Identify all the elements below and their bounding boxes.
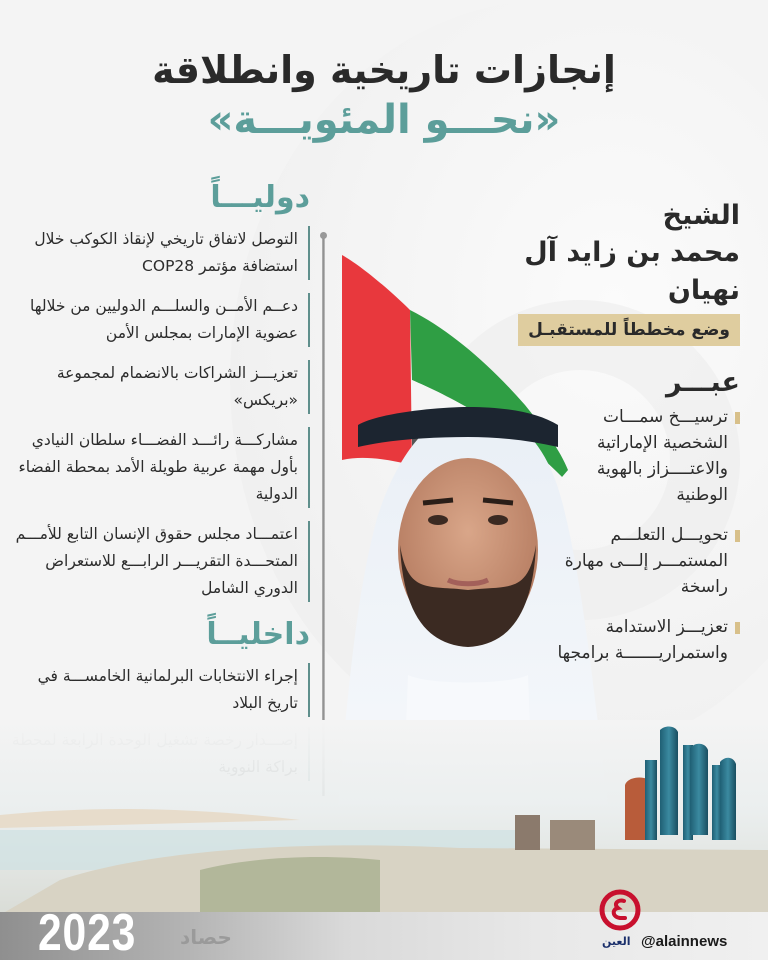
achievements-column [10, 178, 310, 791]
international-heading: دوليـــاً [210, 180, 310, 215]
international-item: التوصل لاتفاق تاريخي لإنقاذ الكوكب خلال استضافة مؤتمر COP28 [10, 226, 310, 280]
international-item: مشاركـــة رائـــد الفضـــاء سلطان النيادي بأول مهمة عربية طويلة الأمد بمحطة الفضاء الدولية [10, 427, 310, 508]
via-item [550, 614, 740, 666]
via-item-text: ترسيـــخ سمـــات الشخصية الإماراتية والاعتــــزاز بالهوية الوطنية [596, 407, 728, 505]
headline-line1: إنجازات تاريخية وانطلاقة [152, 48, 616, 92]
brand-wordmark: العين [602, 935, 631, 948]
via-item-text: تحويـــل التعلـــم المستمـــر إلـــى مهارة راسخة [564, 525, 728, 597]
via-item [550, 404, 740, 508]
international-list [10, 226, 310, 602]
headline-line2: «نحـــو المئويـــة» [207, 97, 561, 143]
flag-pole-finial [320, 232, 327, 239]
year-label: 2023 [38, 904, 137, 960]
domestic-item: إجراء الانتخابات البرلمانية الخامســـة في تاريخ البلاد [10, 663, 310, 717]
headline [0, 46, 768, 146]
alain-logo-icon[interactable] [598, 888, 642, 932]
international-item: اعتمـــاد مجلس حقوق الإنسان التابع للأمـــم المتحـــدة التقريـــر الرابـــع للاستعراض الدوري الشامل [10, 521, 310, 602]
domestic-heading: داخليــاً [206, 617, 310, 652]
profile-name: محمد بن زايد آل نهيان [524, 237, 740, 306]
tagline-badge: وضع مخططاً للمستقبـل [518, 314, 740, 346]
via-list [450, 404, 740, 666]
profile-column [450, 198, 740, 680]
profile-title: الشيخ [662, 200, 740, 231]
international-item: تعزيـــز الشراكات بالانضمام لمجموعة «بريكس» [10, 360, 310, 414]
social-handle[interactable]: @alainnews [641, 933, 728, 950]
harvest-label: حصاد [180, 925, 232, 949]
bullet-marker-icon [735, 412, 740, 424]
via-heading: عبـــر [666, 367, 740, 398]
via-item [550, 522, 740, 600]
international-item: دعــم الأمــن والسلـــم الدوليين من خلالها عضوية الإمارات بمجلس الأمن [10, 293, 310, 347]
bullet-marker-icon [735, 622, 740, 634]
bullet-marker-icon [735, 530, 740, 542]
city-skyline-image [0, 720, 768, 915]
via-item-text: تعزيـــز الاستدامة واستمراريـــــــة برامجها [557, 617, 728, 663]
